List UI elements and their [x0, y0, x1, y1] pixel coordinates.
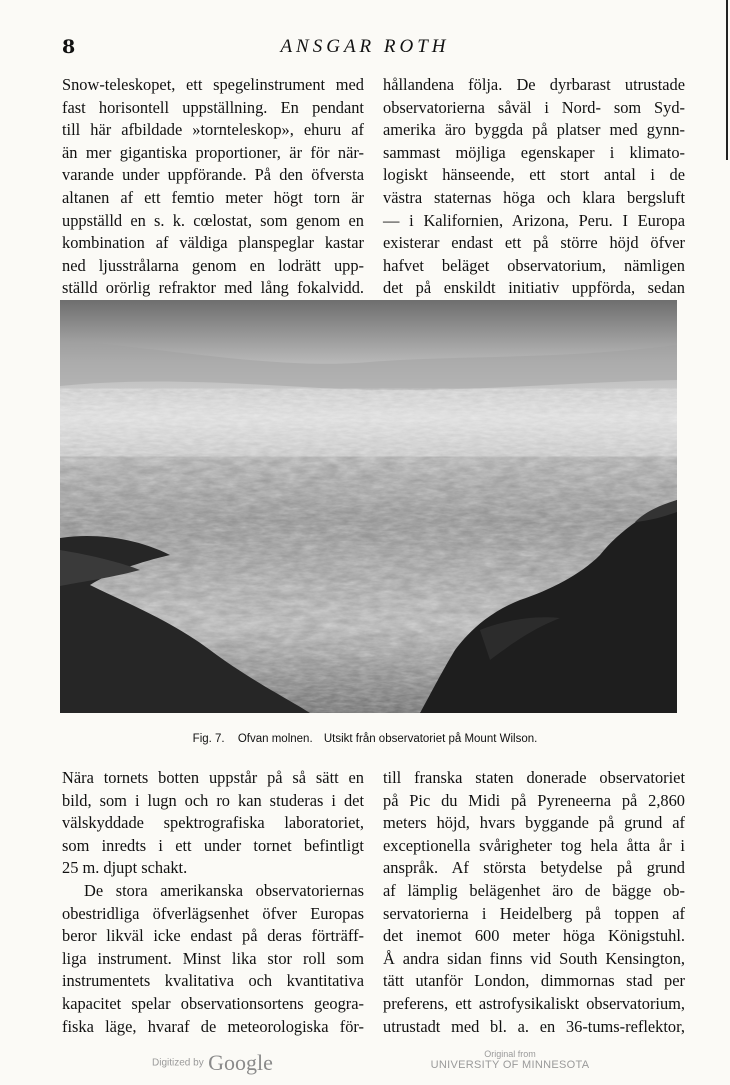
digitized-label: Digitized by: [152, 1057, 204, 1069]
text-line: Å andra sidan finns vid South Kensington,: [383, 948, 685, 968]
bottom-right-column: [383, 767, 685, 1038]
top-right-column: [383, 74, 685, 300]
digitized-by-watermark: [152, 1050, 273, 1076]
bottom-left-column: [62, 767, 364, 1038]
text-line: observatorierna såväl i Nord- som Syd-: [383, 97, 685, 117]
text-line: bild, som i lugn och ro kan studeras i det: [62, 790, 364, 810]
text-line: exceptionella svårigheter tog hela åtta år i: [383, 835, 685, 855]
google-logo: Google: [208, 1050, 273, 1075]
original-source: UNIVERSITY OF MINNESOTA: [430, 1059, 590, 1071]
text-line: på Pic du Midi på Pyreneerna på 2,860: [383, 790, 685, 810]
page-edge-rule: [726, 0, 728, 160]
text-line: hafvet beläget observatorium, nämligen: [383, 255, 685, 275]
text-line: kombination af väldiga planspeglar kastar: [62, 233, 364, 253]
text-line: det inemot 600 meter höga Königstuhl.: [383, 926, 685, 946]
text-line: logiskt hänseende, ett stort antal i de: [383, 165, 685, 185]
text-line: altanen af ett femtio meter högt torn är: [62, 187, 364, 207]
text-line: varande under uppförande. På den öfversta: [62, 165, 364, 185]
top-left-column: [62, 74, 364, 300]
text-line: Nära tornets botten uppstår på så sätt en: [62, 768, 364, 787]
text-line: meters höjd, hvars byggande på grund af: [383, 813, 685, 833]
text-line: ställd orörlig refraktor med lång fokalvidd.: [62, 278, 364, 298]
figure-title: Ofvan molnen.: [237, 733, 313, 745]
text-line: existerar endast ett på större höjd öfver: [383, 233, 685, 253]
page-number: 8: [62, 36, 76, 58]
running-head: ANSGAR ROTH: [280, 36, 450, 57]
text-line: obestridliga öfverlägsenhet öfver Europas: [62, 903, 364, 923]
cloud-sea-photo: [60, 300, 677, 713]
text-line: amerika äro byggda på platser med gynn-: [383, 120, 685, 140]
text-line: De stora amerikanska observatoriernas: [84, 880, 364, 900]
text-line: välskyddade spektrografiska laboratoriet,: [62, 813, 364, 833]
text-line: uppställd en s. k. cœlostat, som genom en: [62, 210, 364, 230]
original-label: Original from: [484, 1049, 536, 1059]
text-line: liga instrument. Minst lika stor roll som: [62, 948, 364, 968]
text-line: till här afbildade »tornteleskop», ehuru af: [62, 120, 364, 140]
text-line: tätt utanför London, dimmornas stad per: [383, 971, 685, 991]
text-line: sammast möjliga egenskaper i klimato-: [383, 142, 685, 162]
figure-description: Utsikt från observatoriet på Mount Wilson.: [323, 733, 538, 745]
figure-caption: [0, 733, 730, 745]
text-line: utrustadt med bl. a. en 36-tums-reflektor,: [383, 1016, 685, 1036]
text-line: hållandena följa. De dyrbarast utrustade: [383, 75, 685, 94]
text-line: servatorierna i Heidelberg på toppen af: [383, 903, 685, 923]
text-line: till franska staten donerade observatoriet: [383, 768, 685, 787]
text-line: instrumentets kvalitativa och kvantitativa: [62, 971, 364, 991]
text-line: än mer gigantiska proportioner, är för när-: [62, 142, 364, 162]
text-line: västra staternas höga och klara bergsluft: [383, 187, 685, 207]
text-line: fast horisontell uppställning. En pendant: [62, 97, 364, 117]
text-line: kapacitet spelar observationsortens geogra-: [62, 993, 364, 1013]
figure-label: Fig. 7.: [192, 733, 225, 745]
text-line: som inredts i ett under tornet befintligt: [62, 835, 364, 855]
text-line: — i Kalifornien, Arizona, Peru. I Europa: [383, 210, 685, 230]
text-line: beror likväl icke endast på deras förträff-: [62, 926, 364, 946]
text-line: fiska läge, hvaraf de meteorologiska för-: [62, 1016, 364, 1036]
text-line: anspråk. Af största betydelse på grund: [383, 858, 685, 878]
original-source-watermark: [420, 1049, 600, 1071]
text-line: preferens, ett astrofysikaliskt observatorium,: [383, 993, 685, 1013]
text-line: det på enskildt initiativ uppförda, sedan: [383, 278, 685, 298]
text-line: ned ljusstrålarna genom en lodrätt upp-: [62, 255, 364, 275]
text-line: 25 m. djupt schakt.: [62, 858, 188, 878]
text-line: Snow-teleskopet, ett spegelinstrument med: [62, 75, 364, 94]
text-line: af lämplig belägenhet äro de bägge ob-: [383, 880, 685, 900]
